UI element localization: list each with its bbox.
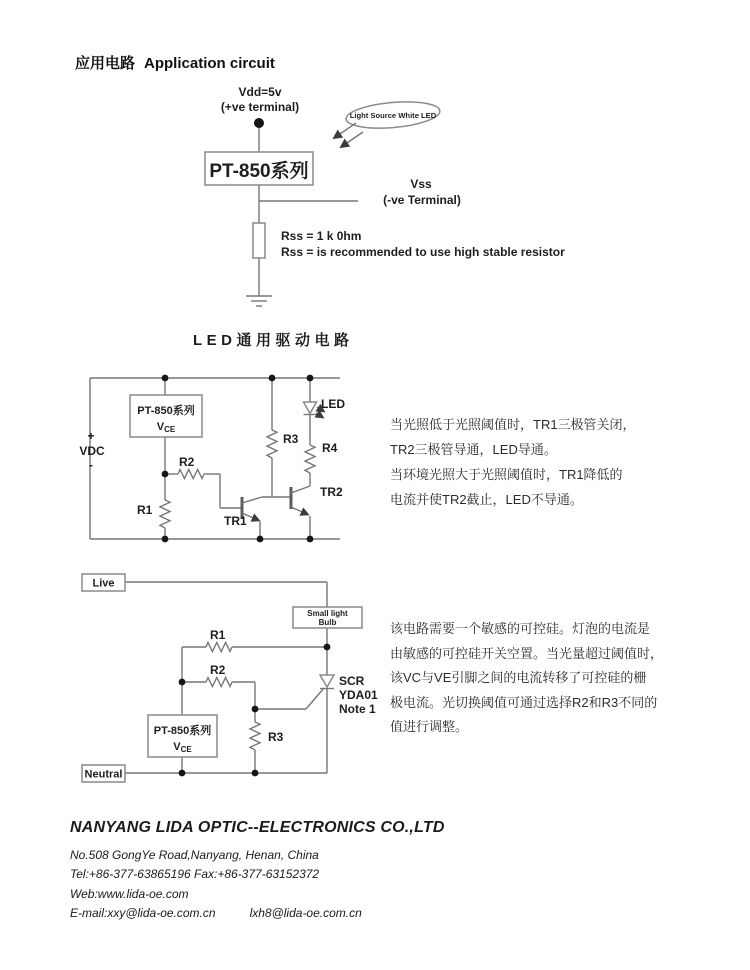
led-driver-heading: LED通用驱动电路 — [193, 332, 354, 349]
r3-label: R3 — [283, 432, 299, 446]
circuit2-rails — [90, 378, 340, 539]
company-phone: Tel:+86-377-63865196 Fax:+86-377-63152372 — [70, 867, 320, 882]
page-title-en: Application circuit — [144, 55, 275, 72]
bulb-label-line2: Bulb — [318, 618, 337, 627]
tr1-transistor — [242, 497, 291, 539]
vss-sublabel: (-ve Terminal) — [383, 193, 461, 207]
tr1-label: TR1 — [224, 514, 247, 528]
vss-label: Vss — [410, 177, 432, 191]
r1-label: R1 — [210, 628, 226, 642]
scr-label: SCR — [339, 674, 365, 688]
vdd-label: Vdd=5v — [238, 85, 282, 99]
light-source-label: Light Source White LED — [349, 111, 437, 120]
description-line: 当光照低于光照阈值时，TR1三极管关闭， — [390, 417, 636, 432]
neutral-label: Neutral — [84, 768, 123, 781]
r4-label: R4 — [322, 441, 338, 455]
pt850-chip-label: PT-850系列 — [209, 161, 309, 182]
vce-label: VCE — [173, 741, 192, 754]
page-title — [75, 52, 275, 73]
vce-label: VCE — [156, 421, 176, 434]
scr-model-label: YDA01 — [339, 688, 378, 702]
circuit1-diagram — [78, 82, 565, 314]
circuit2-diagram — [78, 368, 380, 560]
r1-resistor — [206, 643, 232, 652]
r1-resistor — [160, 500, 170, 528]
tr2-label: TR2 — [320, 485, 343, 499]
company-email-2: lxh8@lida-oe.com.cn — [249, 905, 362, 920]
vdc-plus-label: + — [87, 429, 95, 443]
footer — [70, 819, 445, 923]
pt850-chip-label: PT-850系列 — [137, 405, 195, 417]
light-arrow-icon — [334, 123, 356, 138]
description-line: 当环境光照大于光照阈值时，TR1降低的 — [390, 467, 623, 482]
description-line: TR2三极管导通，LED导通。 — [390, 442, 557, 457]
rss-value-label: Rss = 1 k 0hm — [281, 229, 362, 243]
company-address: No.508 GongYe Road,Nanyang, Henan, China — [70, 848, 319, 862]
scr-note-label: Note 1 — [339, 702, 376, 716]
light-source-callout — [334, 98, 441, 147]
circuit2-description — [390, 412, 728, 512]
r3-resistor — [250, 722, 260, 750]
live-label: Live — [92, 577, 115, 590]
vdd-sublabel: (+ve terminal) — [220, 100, 300, 114]
page-title-cn: 应用电路 — [75, 55, 136, 72]
r2-resistor — [178, 470, 204, 479]
description-line: 该VC与VE引脚之间的电流转移了可控硅的栅 — [390, 670, 647, 686]
company-email-line — [70, 904, 445, 923]
rss-note-label: Rss = is recommended to use high stable resistor — [281, 245, 565, 259]
r4-resistor — [305, 445, 315, 473]
description-line: 值进行调整。 — [390, 719, 469, 735]
description-line: 极电流。光切换阈值可通过选择R2和R3不同的 — [390, 694, 658, 710]
r3-resistor — [267, 430, 277, 458]
description-line: 该电路需要一个敏感的可控硅。灯泡的电流是 — [390, 621, 651, 636]
led-label: LED — [321, 397, 345, 411]
circuit3-diagram — [78, 565, 380, 799]
r2-resistor — [206, 678, 232, 687]
description-line: 电流并使TR2截止，LED不导通。 — [390, 492, 583, 507]
description-line: 由敏感的可控硅开关空置。当光量超过阈值时， — [390, 645, 664, 661]
tr2-transistor — [291, 486, 310, 539]
company-website: Web:www.lida-oe.com — [70, 886, 189, 901]
scr-icon — [320, 675, 334, 689]
r2-label: R2 — [210, 663, 226, 677]
company-email-1: E-mail:xxy@lida-oe.com.cn — [70, 905, 216, 920]
light-arrow-icon — [341, 132, 363, 147]
bulb-label-line1: Small light — [307, 609, 348, 618]
vdd-terminal-dot — [254, 118, 264, 128]
circuit3-description — [390, 617, 728, 740]
rss-resistor — [253, 223, 265, 258]
r1-label: R1 — [137, 503, 153, 517]
ground-icon — [246, 296, 272, 306]
r2-label: R2 — [179, 455, 195, 469]
r3-label: R3 — [268, 730, 284, 744]
vdc-label: VDC — [79, 444, 105, 458]
company-name: NANYANG LIDA OPTIC--ELECTRONICS CO.,LTD — [70, 819, 445, 836]
vdc-minus-label: - — [89, 458, 93, 472]
pt850-chip-label: PT-850系列 — [153, 725, 212, 737]
